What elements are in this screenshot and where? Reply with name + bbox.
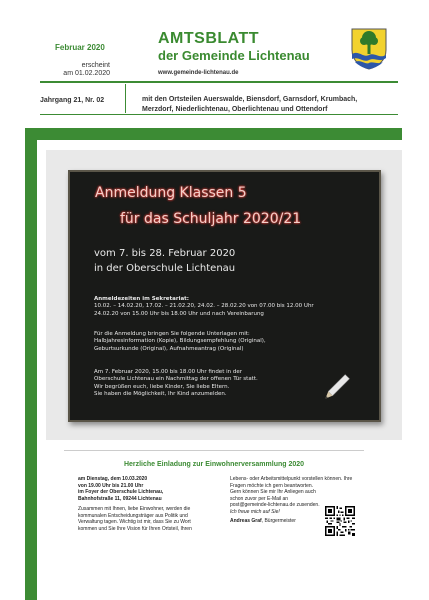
office-hours-title: Anmeldezeiten im Sekretariat: bbox=[94, 296, 189, 302]
header-bottom-divider bbox=[40, 114, 398, 115]
green-frame-left bbox=[25, 128, 37, 600]
invitation-body-left: Zusammen mit Ihnen, liebe Einwohner, werden die kommunalen Entscheidungsträger aus Politik und Verwaltung tagen. Wichtig ist mir, dass Sie zu Wort kommen und Sie Ihre Vision für Ihren Ortsteil, Ihren bbox=[78, 506, 192, 532]
registration-dates-line-1: vom 7. bis 28. Februar 2020 bbox=[94, 248, 236, 259]
invitation-details bbox=[78, 476, 208, 532]
office-hours bbox=[94, 296, 359, 318]
office-hours-line-1: 10.02. – 14.02.20, 17.02. – 21.02.20, 24.02. – 28.02.20 von 07.00 bis 12.00 Uhr bbox=[94, 303, 314, 310]
invitation-body-right-2: Gern können Sie mir Ihr Anliegen auch schon zuvor per E-Mail an post@gemeinde-lichtenau.de zusenden. bbox=[230, 489, 320, 508]
qr-code-icon[interactable] bbox=[325, 506, 355, 536]
open-day-line-2: Oberschule Lichtenau ein Nachmittag der offenen Tür statt. bbox=[94, 376, 258, 383]
invitation-date: am Dienstag, dem 10.03.2020 bbox=[78, 476, 148, 482]
office-hours-line-2: 24.02.20 von 15.00 Uhr bis 18.00 Uhr und nach Vereinbarung bbox=[94, 310, 264, 317]
header-divider bbox=[40, 81, 398, 83]
invitation-place-2: Bahnhofstraße 11, 09244 Lichtenau bbox=[78, 495, 162, 502]
required-documents bbox=[94, 331, 359, 353]
masthead-title: AMTSBLATT bbox=[158, 30, 260, 47]
invitation-time: von 19.00 Uhr bis 21.00 Uhr bbox=[78, 482, 144, 489]
publication-line-2: am 01.02.2020 bbox=[63, 70, 110, 77]
municipal-crest-icon bbox=[351, 28, 387, 70]
town-list-line-1: mit den Ortsteilen Auerswalde, Biensdorf, Garnsdorf, Krumbach, bbox=[142, 96, 358, 103]
publication-date bbox=[55, 62, 110, 78]
open-day-info bbox=[94, 369, 319, 398]
town-list-line-2: Merzdorf, Niederlichtenau, Oberlichtenau und Ottendorf bbox=[142, 106, 328, 113]
invitation-title: Herzliche Einladung zur Einwohnerversammlung 2020 bbox=[123, 461, 305, 468]
registration-dates bbox=[94, 246, 235, 276]
green-frame-top bbox=[25, 128, 402, 140]
publication-line-1: erscheint bbox=[81, 62, 110, 69]
header-column-divider bbox=[125, 84, 126, 113]
documents-line-1: Für die Anmeldung bringen Sie folgende Unterlagen mit: bbox=[94, 331, 250, 337]
open-day-line-4: Sie haben die Möglichkeit, Ihr Kind anzumelden. bbox=[94, 390, 227, 397]
poster-headline-line-2: für das Schuljahr 2020/21 bbox=[120, 211, 302, 227]
website-link[interactable]: www.gemeinde-lichtenau.de bbox=[158, 70, 239, 76]
invitation-closing: Ich freue mich auf Sie! bbox=[230, 508, 280, 515]
issue-number: Jahrgang 21, Nr. 02 bbox=[40, 97, 105, 104]
issue-month: Februar 2020 bbox=[55, 43, 105, 52]
documents-line-3: Geburtsurkunde (Original), Aufnahmeantrag (Original) bbox=[94, 345, 244, 352]
signer-name: Andreas Graf bbox=[230, 518, 262, 524]
poster-headline-line-1: Anmeldung Klassen 5 bbox=[95, 185, 247, 201]
town-list bbox=[142, 95, 398, 115]
documents-line-2: Halbjahresinformation (Kopie), Bildungsempfehlung (Original), bbox=[94, 338, 266, 345]
masthead-subtitle: der Gemeinde Lichtenau bbox=[158, 48, 310, 63]
chalk-pencil-icon bbox=[320, 372, 352, 404]
signer-title: , Bürgermeister bbox=[261, 518, 296, 524]
invitation-place-1: im Foyer der Oberschule Lichtenau, bbox=[78, 489, 164, 495]
invitation-body-right-1: Lebens- oder Arbeitsmittelpunkt vorstellen können. Ihre Fragen möchte ich gern beantworten. bbox=[230, 476, 353, 489]
open-day-line-1: Am 7. Februar 2020, 15.00 bis 18.00 Uhr findet in der bbox=[94, 369, 242, 375]
registration-dates-line-2: in der Oberschule Lichtenau bbox=[94, 263, 236, 274]
open-day-line-3: Wir begrüßen euch, liebe Kinder, Sie liebe Eltern. bbox=[94, 383, 230, 390]
